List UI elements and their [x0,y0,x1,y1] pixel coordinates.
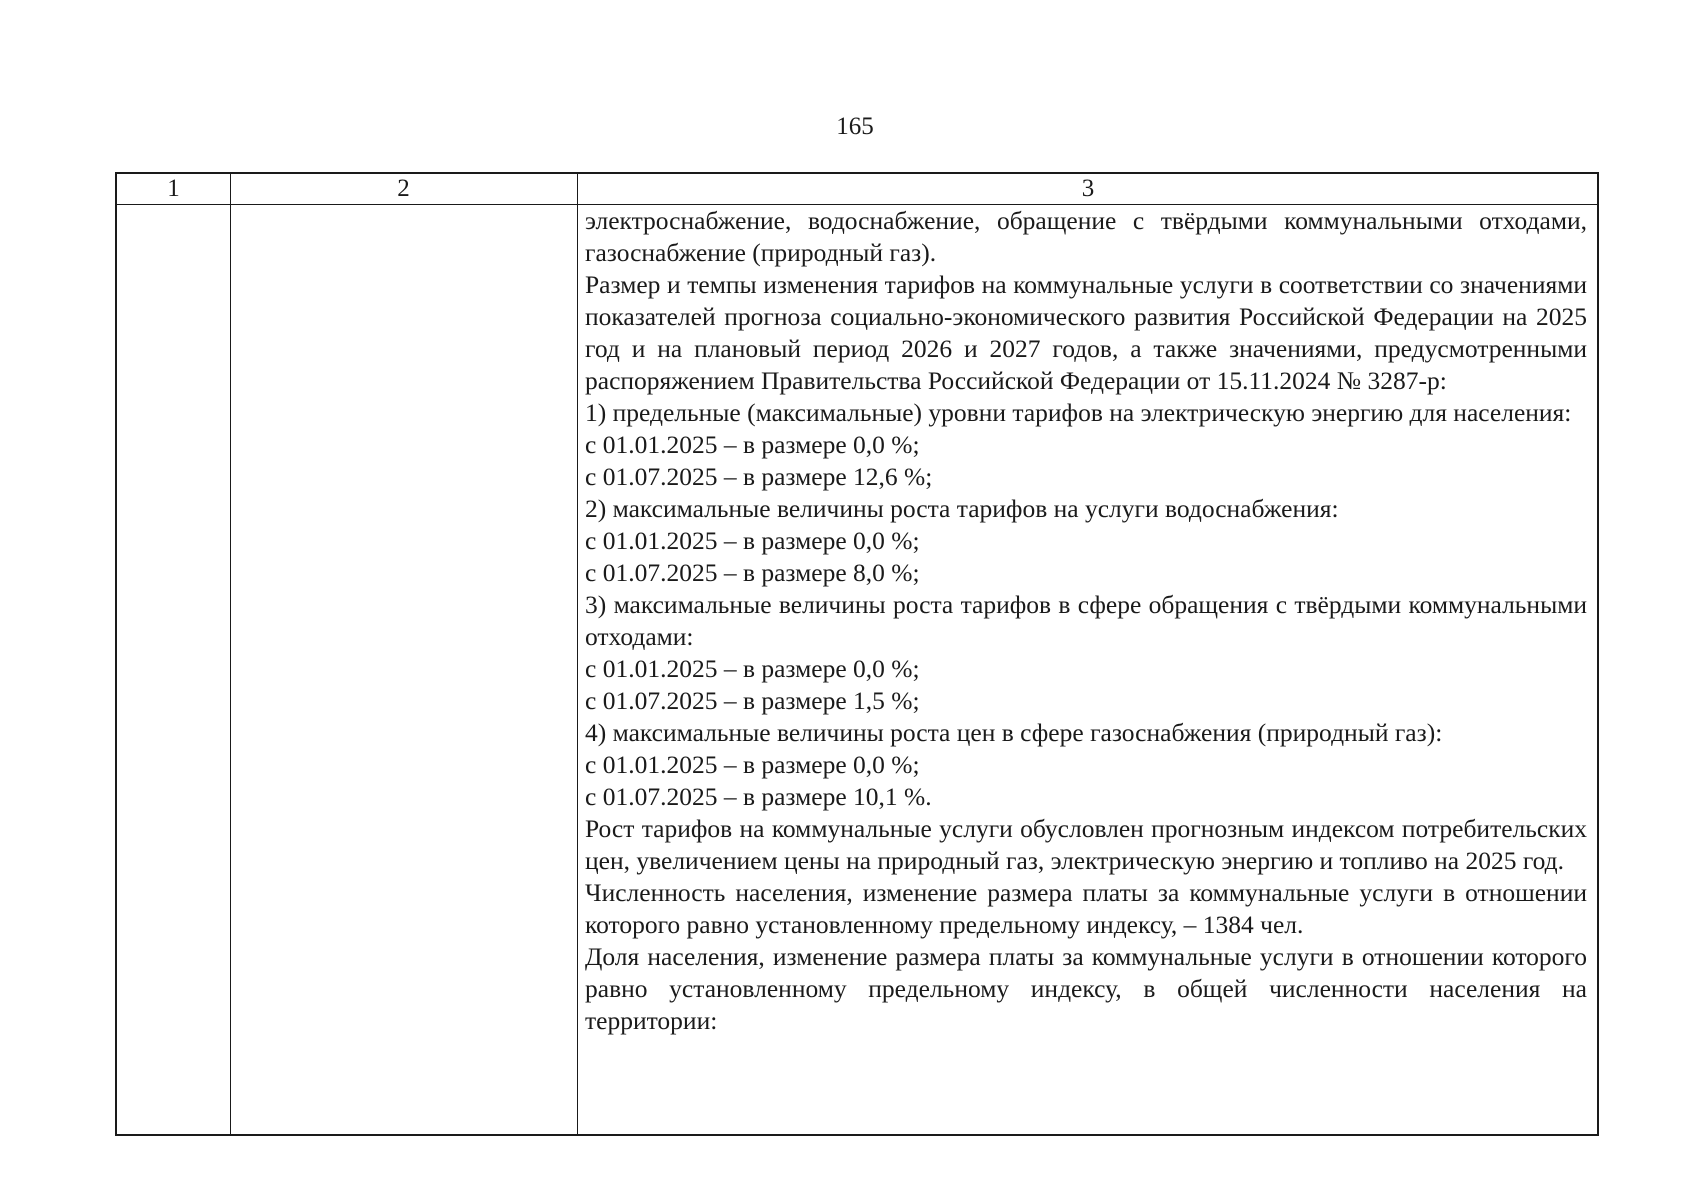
page-number: 165 [836,113,874,140]
column-header-2: 2 [397,175,410,202]
column-header-1: 1 [167,175,180,202]
column-divider-2 [577,174,578,1134]
paragraph: с 01.07.2025 – в размере 1,5 %; [585,686,920,715]
paragraph: с 01.07.2025 – в размере 8,0 %; [585,558,920,587]
paragraph: Рост тарифов на коммунальные услуги обусловлен прогнозным индексом потребительских цен, увеличением цены на природный газ, электрическую энергию и топливо на 2025 год. [585,814,1587,875]
paragraph: 2) максимальные величины роста тарифов на услуги водоснабжения: [585,494,1339,523]
paragraph: Размер и темпы изменения тарифов на коммунальные услуги в соответствии со значениями показателей прогноза социально-экономического развития Российской Федерации на 2025 год и на плановый период 2026 и 2027 годов, а также значениями, предусмотренными распоряжением Правительства Российской Федерации от 15.11.2024 № 3287-р: [585,270,1587,395]
column-header-3: 3 [1081,175,1095,202]
column-3-content [585,205,1587,1037]
column-divider-1 [230,174,231,1134]
paragraph: 3) максимальные величины роста тарифов в сфере обращения с твёрдыми коммунальными отходами: [585,590,1587,651]
paragraph: электроснабжение, водоснабжение, обращение с твёрдыми коммунальными отходами, газоснабжение (природный газ). [585,206,1587,267]
paragraph: 4) максимальные величины роста цен в сфере газоснабжения (природный газ): [585,718,1443,747]
paragraph: с 01.01.2025 – в размере 0,0 %; [585,430,920,459]
paragraph: с 01.01.2025 – в размере 0,0 %; [585,526,920,555]
paragraph: с 01.01.2025 – в размере 0,0 %; [585,654,920,683]
paragraph: 1) предельные (максимальные) уровни тарифов на электрическую энергию для населения: [585,398,1572,427]
paragraph: с 01.01.2025 – в размере 0,0 %; [585,750,920,779]
paragraph: с 01.07.2025 – в размере 10,1 %. [585,782,932,811]
paragraph: с 01.07.2025 – в размере 12,6 %; [585,462,933,491]
paragraph: Численность населения, изменение размера платы за коммунальные услуги в отношении которого равно установленному предельному индексу, – 1384 чел. [585,878,1587,939]
paragraph: Доля населения, изменение размера платы за коммунальные услуги в отношении которого равно установленному предельному индексу, в общей численности населения на территории: [585,942,1587,1035]
